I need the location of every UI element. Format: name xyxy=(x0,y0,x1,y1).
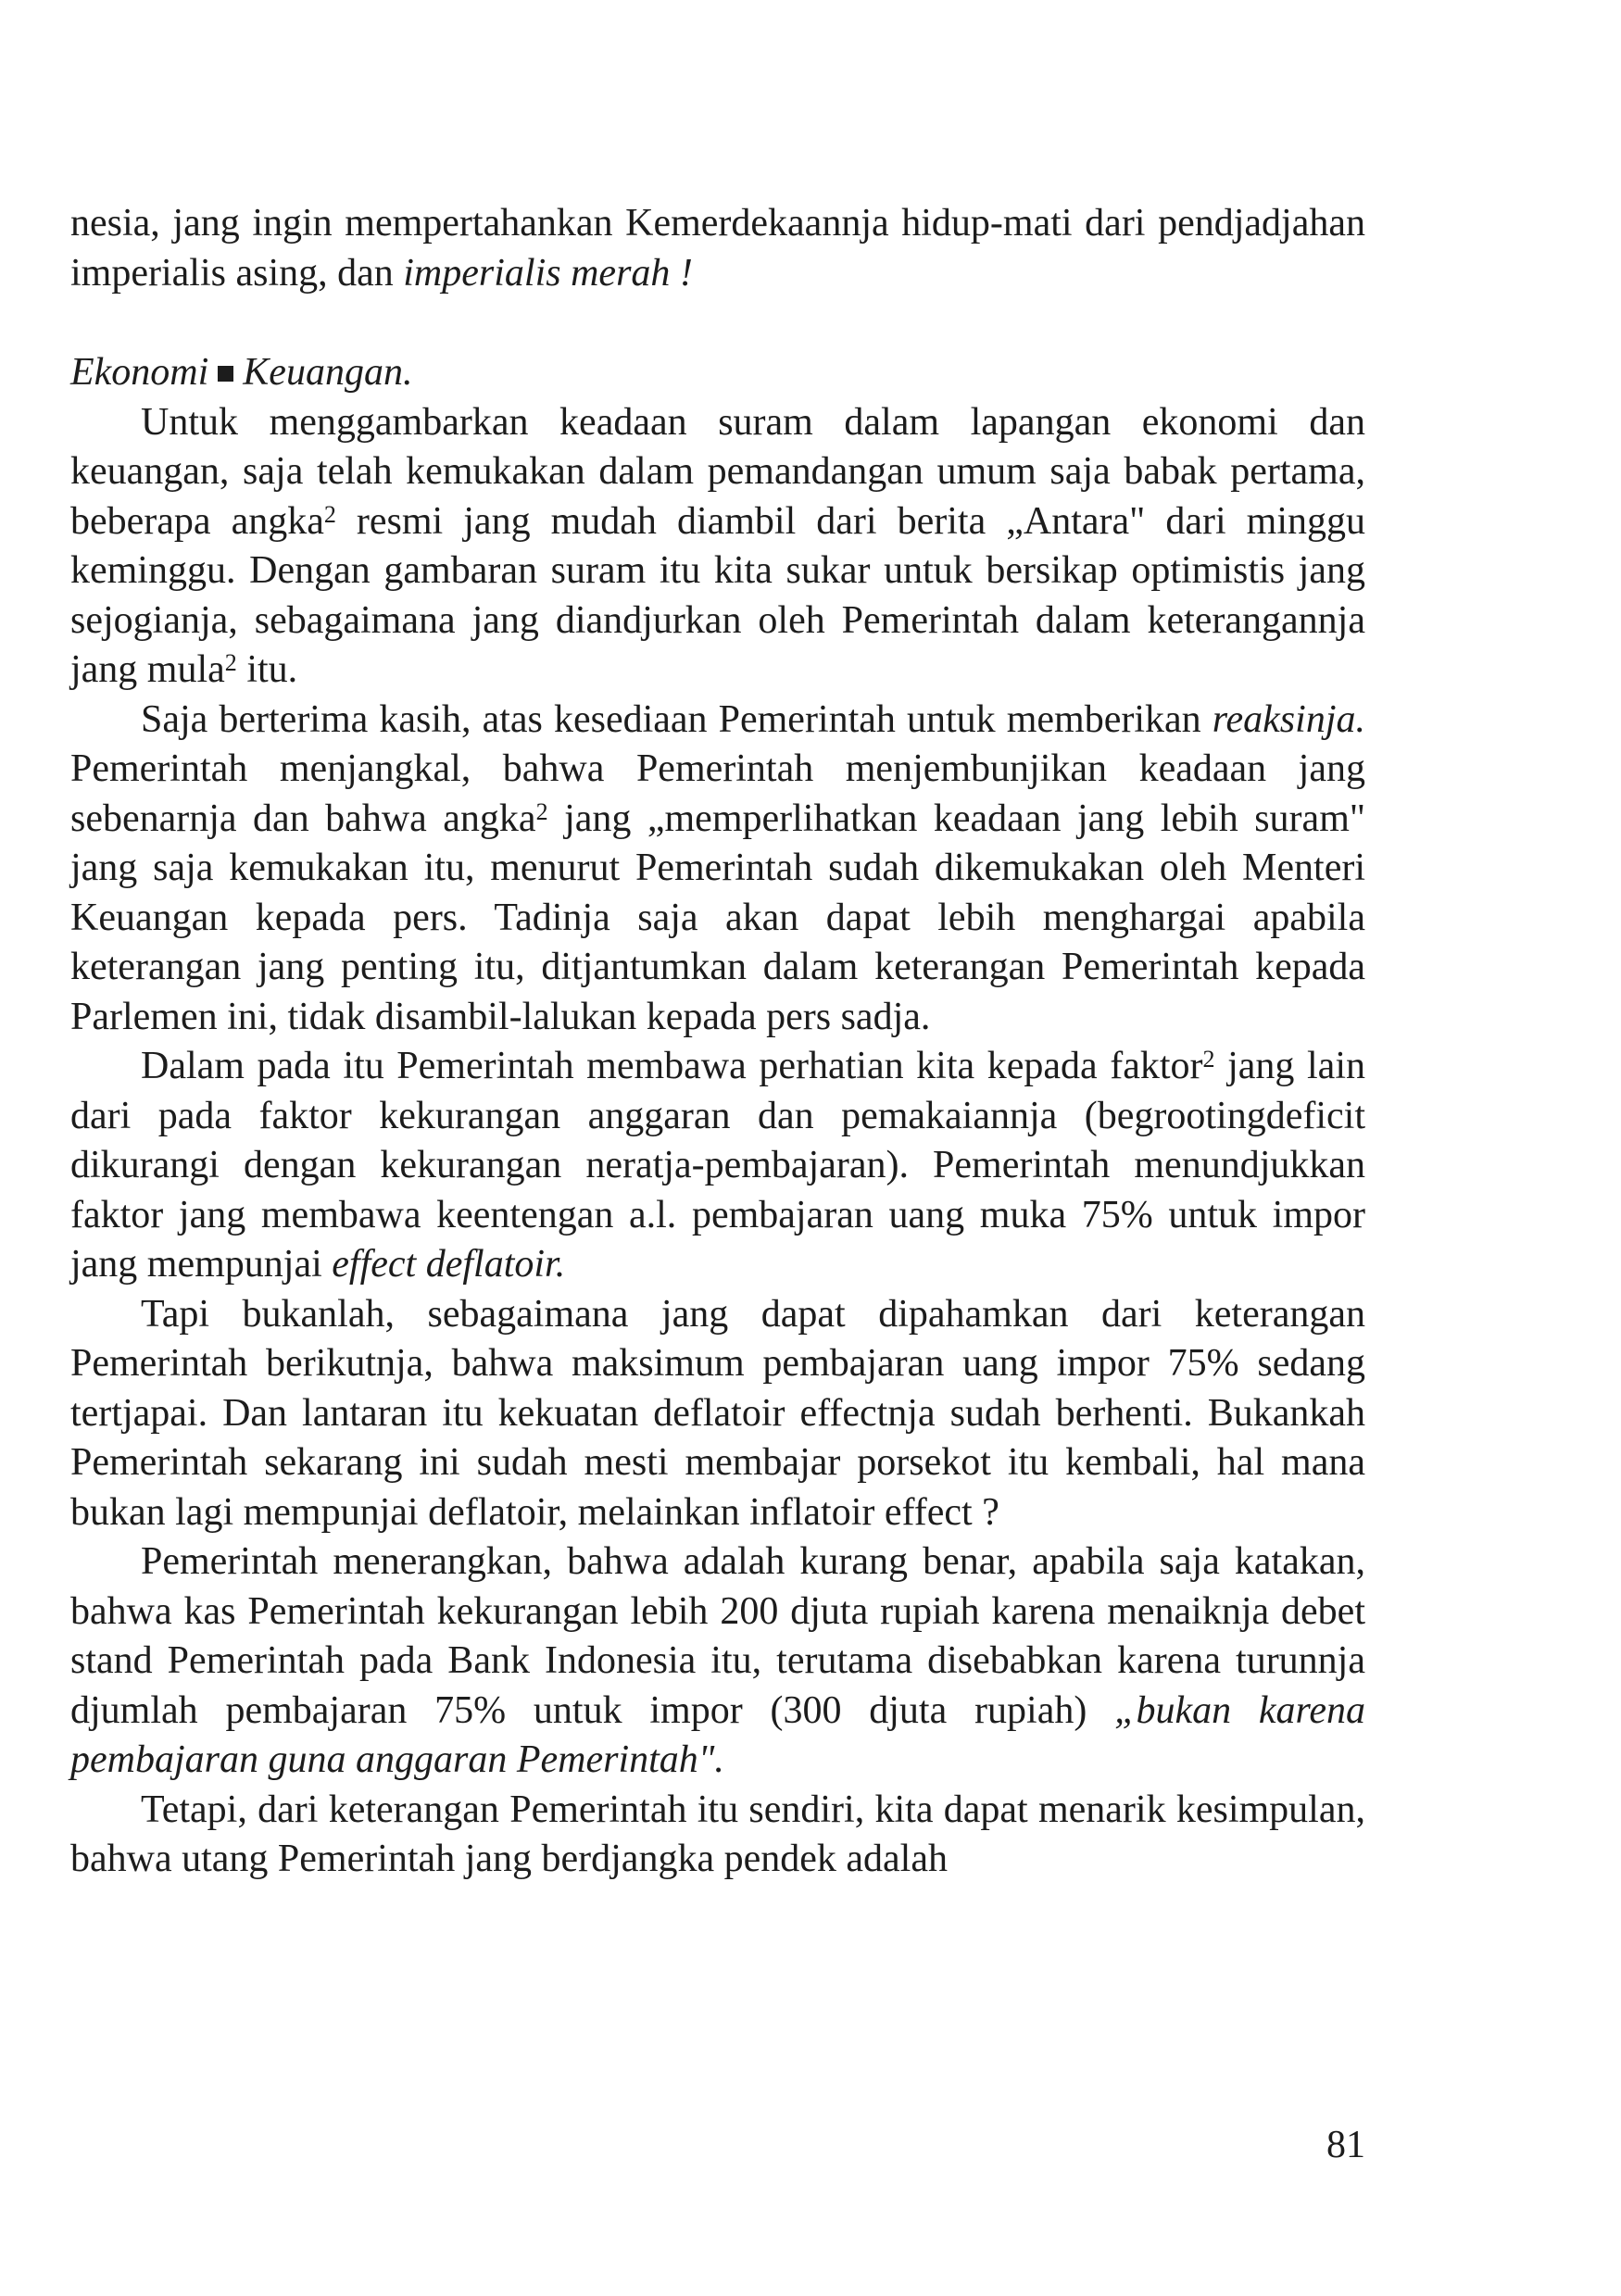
emphasis: effect deflatoir. xyxy=(332,1243,566,1286)
paragraph: Untuk menggambarkan keadaan suram dalam lapangan ekonomi dan keuangan, saja telah kemukakan dalam pemandangan umum saja babak pertama, beberapa angka$^2$ resmi jang mudah diambil dari berita „Antara" dari minggu keminggu. Dengan gambaran suram itu kita sukar untuk bersikap optimistis jang sejogianja, sebagaimana jang diandjurkan oleh Pemerintah dalam keterangannja jang mula$^2$ itu. xyxy=(70,400,1366,691)
paragraph: Saja berterima kasih, atas kesediaan Pemerintah untuk memberikan reaksinja. Pemerintah menjangkal, bahwa Pemerintah menjembunjikan keadaan jang sebenarnja dan bahwa angka$^2$ jang „memperlihatkan keadaan jang lebih suram" jang saja kemukakan itu, menurut Pemerintah sudah dikemukakan oleh Menteri Keuangan kepada pers. Tadinja saja akan dapat lebih menghargai apabila keterangan jang penting itu, ditjantumkan dalam keterangan Pemerintah kepada Parlemen ini, tidak disambil-lalukan kepada pers sadja. xyxy=(70,697,1366,1038)
paragraph-continuation: nesia, jang ingin mempertahankan Kemerdekaannja hidup-mati dari pendjadjahan imperialis asing, dan imperialis merah ! xyxy=(70,202,1365,295)
paragraph: Pemerintah menerangkan, bahwa adalah kurang benar, apabila saja katakan, bahwa kas Pemerintah kekurangan lebih 200 djuta rupiah karena menaiknja debet stand Pemerintah pada Bank Indonesia itu, terutama disebabkan karena turunnja djumlah pembajaran 75% untuk impor (300 djuta rupiah) „bukan karena pembajaran guna anggaran Pemerintah". xyxy=(70,1540,1365,1781)
paragraph: Dalam pada itu Pemerintah membawa perhatian kita kepada faktor$^2$ jang lain dari pada faktor kekurangan anggaran dan pemakaiannja (begrootingdeficit dikurangi dengan kekurangan neratja-pembajaran). Pemerintah menundjukkan faktor jang membawa keentengan a.l. pembajaran uang muka 75% untuk impor jang mempunjai effect deflatoir. xyxy=(70,1045,1365,1286)
emphasis: „bukan karena pembajaran guna anggaran Pemerintah". xyxy=(70,1688,1365,1781)
section-heading: Ekonomi Keuangan. xyxy=(70,351,413,394)
emphasis: imperialis merah ! xyxy=(403,251,693,295)
paragraph: Tetapi, dari keterangan Pemerintah itu sendiri, kita dapat menarik kesimpulan, bahwa utang Pemerintah jang berdjangka pendek adalah xyxy=(70,1788,1365,1880)
emphasis: reaksinja. xyxy=(1212,697,1365,741)
page-number: 81 xyxy=(1326,2124,1365,2166)
body-text xyxy=(70,199,1365,1885)
paragraph: Tapi bukanlah, sebagaimana jang dapat dipahamkan dari keterangan Pemerintah berikutnja, bahwa maksimum pembajaran uang impor 75% sedang tertjapai. Dan lantaran itu kekuatan deflatoir effectnja sudah berhenti. Bukankah Pemerintah sekarang ini sudah mesti membajar porsekot itu kembali, hal mana bukan lagi mempunjai deflatoir, melainkan inflatoir effect ? xyxy=(70,1292,1365,1534)
square-bullet-icon xyxy=(218,366,233,382)
